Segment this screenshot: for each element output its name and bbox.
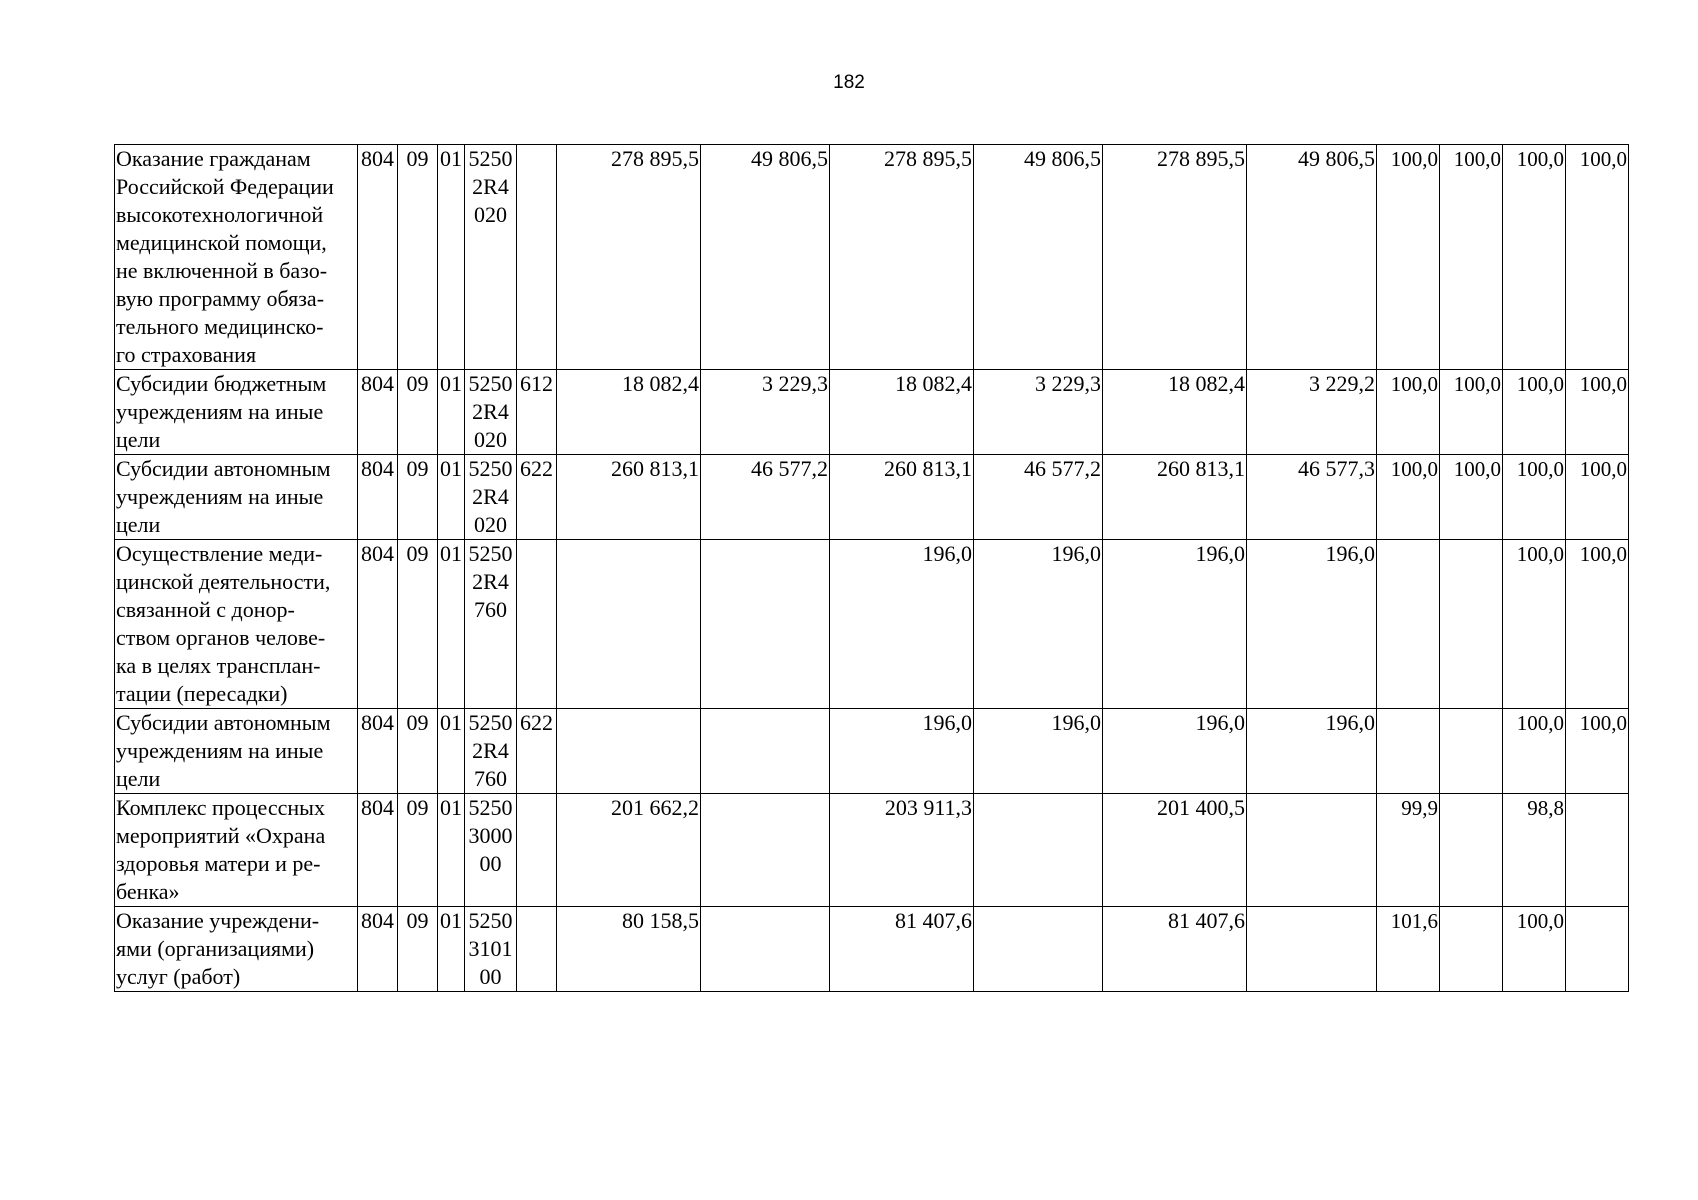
subsection-cell: 01 (438, 709, 465, 794)
row-name-line: Осуществление меди- (116, 541, 323, 566)
target-article-line: 2R4 (472, 399, 509, 424)
table-row (115, 540, 1629, 709)
table-body (115, 145, 1629, 992)
percent-cell-4 (1566, 794, 1629, 907)
target-article-line: 020 (474, 427, 507, 452)
target-article-line: 760 (474, 597, 507, 622)
section-cell: 09 (398, 540, 438, 709)
target-article-line: 5250 (468, 146, 513, 171)
amount-cell-1: 201 662,2 (557, 794, 701, 907)
percent-cell-2: 100,0 (1440, 455, 1503, 540)
target-article-cell (465, 455, 517, 540)
budget-table (114, 144, 1629, 992)
row-name-line: цели (116, 512, 161, 537)
target-article-line: 3000 (468, 823, 513, 848)
percent-cell-3: 100,0 (1503, 145, 1566, 370)
target-article-line: 2R4 (472, 174, 509, 199)
target-article-cell (465, 370, 517, 455)
percent-cell-1: 100,0 (1377, 370, 1440, 455)
amount-cell-3: 196,0 (830, 540, 974, 709)
expense-type-cell: 622 (517, 455, 557, 540)
percent-cell-1: 101,6 (1377, 907, 1440, 992)
grbs-cell: 804 (358, 145, 398, 370)
percent-cell-2 (1440, 907, 1503, 992)
subsection-cell: 01 (438, 907, 465, 992)
percent-cell-2: 100,0 (1440, 370, 1503, 455)
percent-cell-1: 100,0 (1377, 455, 1440, 540)
row-name-line: услуг (работ) (116, 964, 241, 989)
row-name-cell (115, 370, 358, 455)
percent-cell-4: 100,0 (1566, 709, 1629, 794)
row-name-line: Субсидии автономным (116, 710, 331, 735)
amount-cell-5: 260 813,1 (1103, 455, 1247, 540)
expense-type-cell (517, 540, 557, 709)
section-cell: 09 (398, 709, 438, 794)
target-article-cell (465, 907, 517, 992)
amount-cell-6: 46 577,3 (1247, 455, 1377, 540)
row-name-line: цели (116, 427, 161, 452)
table-row (115, 455, 1629, 540)
amount-cell-2: 49 806,5 (701, 145, 830, 370)
target-article-line: 020 (474, 512, 507, 537)
amount-cell-2 (701, 794, 830, 907)
target-article-line: 5250 (468, 710, 513, 735)
row-name-line: учреждениям на иные (116, 484, 324, 509)
page-number: 182 (833, 72, 865, 93)
expense-type-cell (517, 907, 557, 992)
amount-cell-1: 260 813,1 (557, 455, 701, 540)
amount-cell-2 (701, 540, 830, 709)
section-cell: 09 (398, 145, 438, 370)
section-cell: 09 (398, 370, 438, 455)
amount-cell-3: 260 813,1 (830, 455, 974, 540)
row-name-line: Оказание учреждени- (116, 908, 320, 933)
percent-cell-3: 98,8 (1503, 794, 1566, 907)
amount-cell-3: 203 911,3 (830, 794, 974, 907)
expense-type-cell (517, 145, 557, 370)
row-name-line: ка в целях трансплан- (116, 653, 321, 678)
percent-cell-4: 100,0 (1566, 455, 1629, 540)
row-name-line: связанной с донор- (116, 597, 295, 622)
amount-cell-5: 196,0 (1103, 709, 1247, 794)
percent-cell-1 (1377, 709, 1440, 794)
row-name-line: здоровья матери и ре- (116, 851, 321, 876)
target-article-line: 5250 (468, 908, 513, 933)
target-article-line: 3101 (468, 936, 513, 961)
row-name-line: учреждениям на иные (116, 738, 324, 763)
target-article-cell (465, 709, 517, 794)
subsection-cell: 01 (438, 370, 465, 455)
percent-cell-2 (1440, 794, 1503, 907)
amount-cell-6: 196,0 (1247, 540, 1377, 709)
target-article-line: 5250 (468, 371, 513, 396)
target-article-line: 00 (479, 851, 502, 876)
row-name-line: учреждениям на иные (116, 399, 324, 424)
row-name-line: го страхования (116, 342, 257, 367)
amount-cell-6 (1247, 907, 1377, 992)
row-name-line: Субсидии бюджетным (116, 371, 327, 396)
amount-cell-2: 46 577,2 (701, 455, 830, 540)
expense-type-cell (517, 794, 557, 907)
amount-cell-4: 49 806,5 (974, 145, 1103, 370)
target-article-line: 5250 (468, 541, 513, 566)
target-article-line: 00 (479, 964, 502, 989)
amount-cell-3: 18 082,4 (830, 370, 974, 455)
percent-cell-3: 100,0 (1503, 540, 1566, 709)
row-name-line: Оказание гражданам (116, 146, 311, 171)
row-name-line: бенка» (116, 879, 180, 904)
percent-cell-2 (1440, 709, 1503, 794)
target-article-line: 5250 (468, 795, 513, 820)
row-name-line: ями (организациями) (116, 936, 315, 961)
table-row (115, 370, 1629, 455)
percent-cell-1: 100,0 (1377, 145, 1440, 370)
target-article-cell (465, 794, 517, 907)
amount-cell-5: 278 895,5 (1103, 145, 1247, 370)
row-name-line: вую программу обяза- (116, 286, 325, 311)
percent-cell-3: 100,0 (1503, 370, 1566, 455)
section-cell: 09 (398, 455, 438, 540)
row-name-cell (115, 145, 358, 370)
amount-cell-2 (701, 907, 830, 992)
target-article-line: 5250 (468, 456, 513, 481)
subsection-cell: 01 (438, 145, 465, 370)
percent-cell-2: 100,0 (1440, 145, 1503, 370)
table-row (115, 145, 1629, 370)
table-row (115, 794, 1629, 907)
percent-cell-4: 100,0 (1566, 540, 1629, 709)
amount-cell-2: 3 229,3 (701, 370, 830, 455)
percent-cell-2 (1440, 540, 1503, 709)
percent-cell-4: 100,0 (1566, 370, 1629, 455)
row-name-line: Российской Федерации (116, 174, 334, 199)
target-article-cell (465, 145, 517, 370)
row-name-line: ством органов челове- (116, 625, 326, 650)
row-name-line: тации (пересадки) (116, 681, 288, 706)
amount-cell-1: 80 158,5 (557, 907, 701, 992)
amount-cell-5: 81 407,6 (1103, 907, 1247, 992)
grbs-cell: 804 (358, 709, 398, 794)
subsection-cell: 01 (438, 794, 465, 907)
amount-cell-4: 3 229,3 (974, 370, 1103, 455)
amount-cell-1 (557, 709, 701, 794)
subsection-cell: 01 (438, 455, 465, 540)
amount-cell-6: 196,0 (1247, 709, 1377, 794)
grbs-cell: 804 (358, 794, 398, 907)
expense-type-cell: 612 (517, 370, 557, 455)
amount-cell-1: 278 895,5 (557, 145, 701, 370)
amount-cell-6: 3 229,2 (1247, 370, 1377, 455)
amount-cell-6 (1247, 794, 1377, 907)
percent-cell-1 (1377, 540, 1440, 709)
section-cell: 09 (398, 794, 438, 907)
row-name-cell (115, 907, 358, 992)
amount-cell-4 (974, 794, 1103, 907)
amount-cell-4: 46 577,2 (974, 455, 1103, 540)
expense-type-cell: 622 (517, 709, 557, 794)
target-article-cell (465, 540, 517, 709)
row-name-cell (115, 540, 358, 709)
amount-cell-4 (974, 907, 1103, 992)
amount-cell-5: 18 082,4 (1103, 370, 1247, 455)
amount-cell-2 (701, 709, 830, 794)
amount-cell-3: 81 407,6 (830, 907, 974, 992)
row-name-line: цинской деятельности, (116, 569, 331, 594)
grbs-cell: 804 (358, 907, 398, 992)
grbs-cell: 804 (358, 455, 398, 540)
grbs-cell: 804 (358, 540, 398, 709)
percent-cell-3: 100,0 (1503, 907, 1566, 992)
row-name-line: Субсидии автономным (116, 456, 331, 481)
percent-cell-3: 100,0 (1503, 709, 1566, 794)
amount-cell-4: 196,0 (974, 540, 1103, 709)
percent-cell-3: 100,0 (1503, 455, 1566, 540)
table-row (115, 907, 1629, 992)
percent-cell-4 (1566, 907, 1629, 992)
row-name-cell (115, 794, 358, 907)
grbs-cell: 804 (358, 370, 398, 455)
row-name-line: цели (116, 766, 161, 791)
percent-cell-1: 99,9 (1377, 794, 1440, 907)
row-name-line: мероприятий «Охрана (116, 823, 326, 848)
row-name-line: не включенной в базо- (116, 258, 328, 283)
section-cell: 09 (398, 907, 438, 992)
target-article-line: 760 (474, 766, 507, 791)
percent-cell-4: 100,0 (1566, 145, 1629, 370)
row-name-line: медицинской помощи, (116, 230, 327, 255)
target-article-line: 2R4 (472, 569, 509, 594)
amount-cell-3: 278 895,5 (830, 145, 974, 370)
amount-cell-5: 196,0 (1103, 540, 1247, 709)
row-name-cell (115, 455, 358, 540)
row-name-line: высокотехнологичной (116, 202, 324, 227)
row-name-line: Комплекс процессных (116, 795, 325, 820)
target-article-line: 2R4 (472, 484, 509, 509)
amount-cell-5: 201 400,5 (1103, 794, 1247, 907)
amount-cell-3: 196,0 (830, 709, 974, 794)
row-name-line: тельного медицинско- (116, 314, 324, 339)
row-name-cell (115, 709, 358, 794)
subsection-cell: 01 (438, 540, 465, 709)
amount-cell-6: 49 806,5 (1247, 145, 1377, 370)
amount-cell-1 (557, 540, 701, 709)
amount-cell-4: 196,0 (974, 709, 1103, 794)
target-article-line: 020 (474, 202, 507, 227)
target-article-line: 2R4 (472, 738, 509, 763)
table-row (115, 709, 1629, 794)
amount-cell-1: 18 082,4 (557, 370, 701, 455)
